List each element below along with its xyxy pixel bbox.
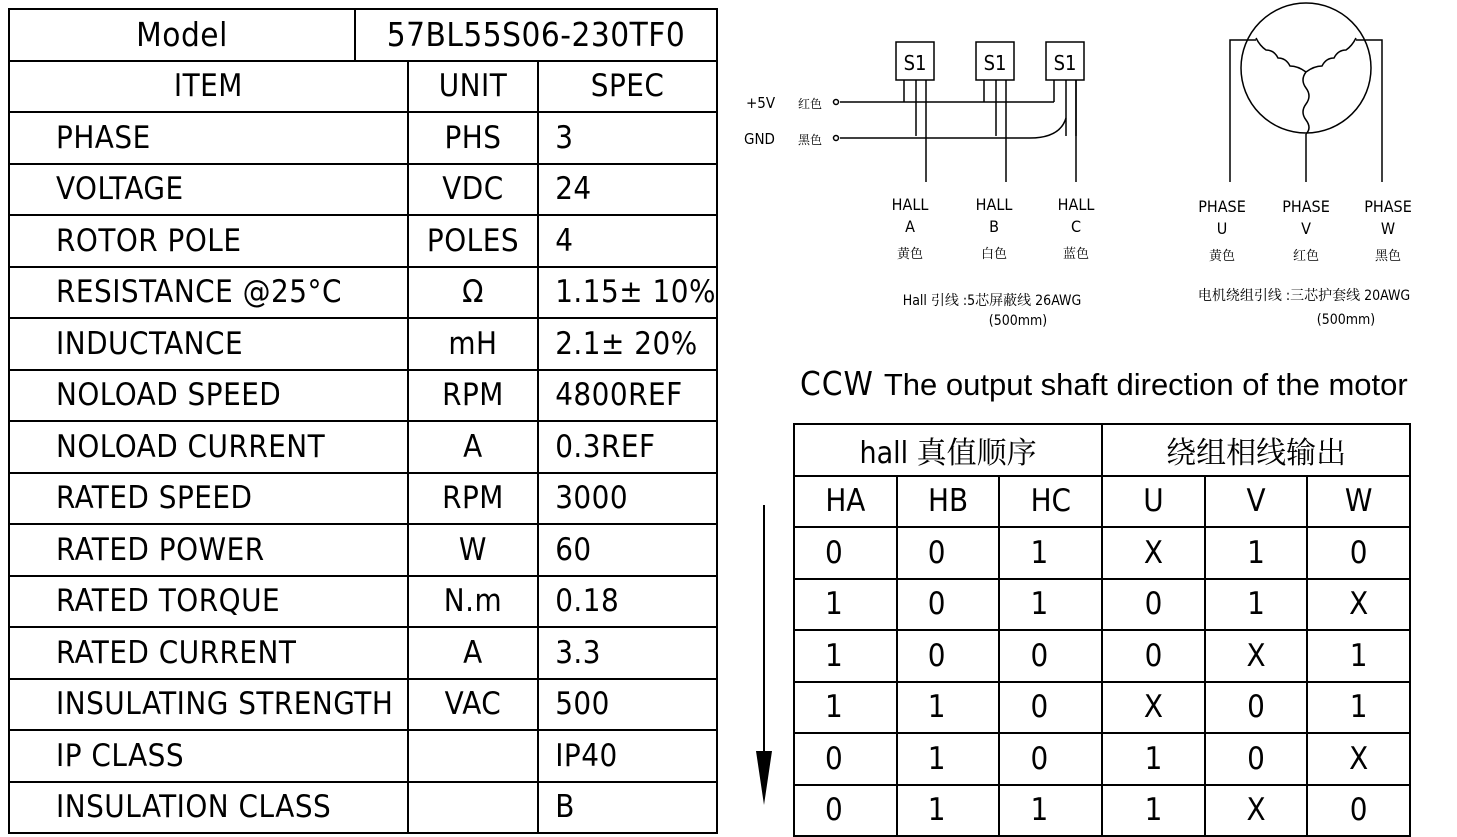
truth-cell: 0 xyxy=(1102,630,1205,682)
spec-unit: A xyxy=(408,421,538,473)
hall-cable-note: Hall 引线 :5芯屏蔽线 26AWG xyxy=(902,293,1082,309)
spec-header-row xyxy=(9,61,717,113)
spec-row xyxy=(9,627,717,679)
truth-cell: 1 xyxy=(1307,682,1410,734)
sequence-arrow xyxy=(752,505,776,807)
gnd-label: GND xyxy=(744,130,775,148)
spec-item: INSULATING STRENGTH xyxy=(9,679,408,731)
spec-value: 2.1± 20% xyxy=(538,318,717,370)
spec-unit: POLES xyxy=(408,215,538,267)
truth-cell: 0 xyxy=(794,527,897,579)
spec-value: 3.3 xyxy=(538,627,717,679)
truth-cell: X xyxy=(1307,579,1410,631)
spec-unit xyxy=(408,782,538,834)
hall-c-color: 蓝色 xyxy=(1062,247,1090,262)
spec-unit: RPM xyxy=(408,473,538,525)
spec-item: ROTOR POLE xyxy=(9,215,408,267)
sensor-label-b: S1 xyxy=(983,51,1007,75)
header-item: ITEM xyxy=(9,61,408,113)
ccw-description: The output shaft direction of the motor xyxy=(883,367,1408,402)
spec-unit: Ω xyxy=(408,267,538,319)
truth-cell: X xyxy=(1205,785,1308,837)
truth-row xyxy=(794,682,1410,734)
truth-cell: 1 xyxy=(897,682,1000,734)
truth-cell: 1 xyxy=(794,579,897,631)
spec-value: 4800REF xyxy=(538,370,717,422)
spec-row xyxy=(9,421,717,473)
truth-cell: 1 xyxy=(897,785,1000,837)
spec-row xyxy=(9,524,717,576)
truth-cell: 0 xyxy=(897,630,1000,682)
phase-cable-length: (500mm) xyxy=(1316,312,1376,328)
spec-item: IP CLASS xyxy=(9,730,408,782)
spec-item: NOLOAD SPEED xyxy=(9,370,408,422)
spec-value: 24 xyxy=(538,164,717,216)
truth-cell: 1 xyxy=(1102,733,1205,785)
truth-row xyxy=(794,733,1410,785)
truth-cell: 0 xyxy=(1102,579,1205,631)
truth-cell: 0 xyxy=(794,785,897,837)
truth-cell: 0 xyxy=(999,630,1102,682)
winding-u xyxy=(1256,38,1306,72)
truth-row xyxy=(794,527,1410,579)
spec-item: RATED TORQUE xyxy=(9,576,408,628)
hall-cable-length: (500mm) xyxy=(988,313,1048,329)
spec-value: 3000 xyxy=(538,473,717,525)
phase-u-letter: U xyxy=(1216,219,1228,238)
plus5v-label: +5V xyxy=(746,94,776,112)
spec-unit: RPM xyxy=(408,370,538,422)
truth-cell: 0 xyxy=(1307,527,1410,579)
col-v: V xyxy=(1205,476,1308,528)
spec-item: INSULATION CLASS xyxy=(9,782,408,834)
model-value: 57BL55S06-230TF0 xyxy=(355,9,717,61)
spec-value: 0.3REF xyxy=(538,421,717,473)
winding-w xyxy=(1306,38,1356,72)
col-w: W xyxy=(1307,476,1410,528)
truth-cell: 1 xyxy=(999,785,1102,837)
spec-item: INDUCTANCE xyxy=(9,318,408,370)
spec-row xyxy=(9,730,717,782)
spec-row xyxy=(9,679,717,731)
spec-unit: W xyxy=(408,524,538,576)
truth-cell: 0 xyxy=(999,733,1102,785)
spec-value: 1.15± 10% xyxy=(538,267,717,319)
phase-w-name: PHASE xyxy=(1364,197,1412,216)
col-ha: HA xyxy=(794,476,897,528)
col-hc: HC xyxy=(999,476,1102,528)
hall-group-row xyxy=(794,424,1410,476)
gnd-color: 黑色 xyxy=(798,133,823,147)
hall-a-color: 黄色 xyxy=(896,247,924,262)
spec-unit: A xyxy=(408,627,538,679)
spec-item: RESISTANCE @25°C xyxy=(9,267,408,319)
spec-value: 3 xyxy=(538,112,717,164)
spec-unit xyxy=(408,730,538,782)
truth-cell: 1 xyxy=(794,630,897,682)
hall-b-color: 白色 xyxy=(980,247,1008,262)
spec-value: IP40 xyxy=(538,730,717,782)
spec-unit: VDC xyxy=(408,164,538,216)
spec-row xyxy=(9,215,717,267)
spec-row xyxy=(9,473,717,525)
spec-value: 60 xyxy=(538,524,717,576)
truth-cell: 1 xyxy=(1102,785,1205,837)
spec-item: PHASE xyxy=(9,112,408,164)
hall-c-name: HALL xyxy=(1057,195,1095,214)
truth-cell: 0 xyxy=(1205,733,1308,785)
spec-row xyxy=(9,164,717,216)
phase-w-letter: W xyxy=(1380,219,1396,238)
truth-cell: 0 xyxy=(897,527,1000,579)
phase-u-color: 黄色 xyxy=(1208,249,1236,264)
hall-b-letter: B xyxy=(989,217,999,236)
spec-item: RATED CURRENT xyxy=(9,627,408,679)
phase-w-color: 黑色 xyxy=(1374,249,1402,264)
phase-output-header: 绕组相线输出 xyxy=(1102,424,1410,476)
truth-cell: X xyxy=(1205,630,1308,682)
truth-cell: 1 xyxy=(999,527,1102,579)
spec-item: RATED SPEED xyxy=(9,473,408,525)
spec-row xyxy=(9,112,717,164)
spec-item: RATED POWER xyxy=(9,524,408,576)
truth-row xyxy=(794,785,1410,837)
truth-cell: 1 xyxy=(897,733,1000,785)
truth-row xyxy=(794,630,1410,682)
wiring-diagram xyxy=(730,0,1457,345)
phase-cable-note: 电机绕组引线 :三芯护套线 20AWG xyxy=(1197,288,1411,304)
spec-item: VOLTAGE xyxy=(9,164,408,216)
spec-unit: VAC xyxy=(408,679,538,731)
hall-a-letter: A xyxy=(905,217,915,236)
motor-winding-circle xyxy=(1241,3,1371,133)
model-row xyxy=(9,9,717,61)
spec-value: 0.18 xyxy=(538,576,717,628)
hall-column-row xyxy=(794,476,1410,528)
header-spec: SPEC xyxy=(538,61,717,113)
winding-v xyxy=(1303,72,1309,134)
sensor-label-c: S1 xyxy=(1053,51,1077,75)
phase-u-name: PHASE xyxy=(1198,197,1246,216)
spec-unit: N.m xyxy=(408,576,538,628)
truth-cell: 1 xyxy=(999,579,1102,631)
truth-cell: 1 xyxy=(794,682,897,734)
spec-value: 500 xyxy=(538,679,717,731)
truth-row xyxy=(794,579,1410,631)
truth-cell: 0 xyxy=(897,579,1000,631)
hall-b-name: HALL xyxy=(975,195,1013,214)
ccw-caption xyxy=(800,364,1408,403)
hall-c-letter: C xyxy=(1070,217,1082,236)
phase-v-letter: V xyxy=(1301,219,1311,238)
spec-row xyxy=(9,782,717,834)
phase-v-name: PHASE xyxy=(1282,197,1330,216)
spec-item: NOLOAD CURRENT xyxy=(9,421,408,473)
spec-unit: mH xyxy=(408,318,538,370)
spec-unit: PHS xyxy=(408,112,538,164)
phase-v-color: 红色 xyxy=(1292,249,1320,264)
truth-cell: 0 xyxy=(794,733,897,785)
spec-row xyxy=(9,370,717,422)
truth-cell: 0 xyxy=(1307,785,1410,837)
plus5v-color: 红色 xyxy=(798,97,823,111)
truth-cell: 1 xyxy=(1205,527,1308,579)
truth-cell: 0 xyxy=(1205,682,1308,734)
ccw-tag: CCW xyxy=(800,364,874,403)
spec-table xyxy=(8,8,718,834)
spec-row xyxy=(9,318,717,370)
col-u: U xyxy=(1102,476,1205,528)
col-hb: HB xyxy=(897,476,1000,528)
model-label: Model xyxy=(9,9,355,61)
truth-cell: X xyxy=(1102,527,1205,579)
hall-a-name: HALL xyxy=(891,195,929,214)
truth-cell: X xyxy=(1307,733,1410,785)
hall-sequence-header: hall 真值顺序 xyxy=(794,424,1102,476)
header-unit: UNIT xyxy=(408,61,538,113)
truth-cell: 1 xyxy=(1307,630,1410,682)
spec-row xyxy=(9,267,717,319)
truth-cell: 1 xyxy=(1205,579,1308,631)
spec-value: 4 xyxy=(538,215,717,267)
spec-value: B xyxy=(538,782,717,834)
truth-cell: X xyxy=(1102,682,1205,734)
spec-row xyxy=(9,576,717,628)
hall-truth-table xyxy=(793,423,1411,837)
sensor-label-a: S1 xyxy=(903,51,927,75)
truth-cell: 0 xyxy=(999,682,1102,734)
